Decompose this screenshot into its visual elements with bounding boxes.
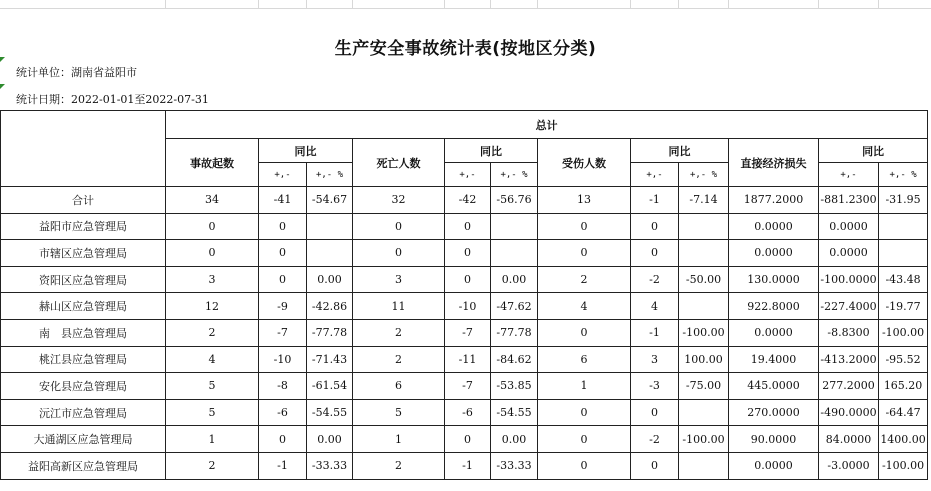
region-cell: 安化县应急管理局 <box>1 373 166 400</box>
deaths-change-pct-cell: -77.78 <box>491 319 538 346</box>
table-row <box>1 213 928 240</box>
loss-change-pct-cell: -95.52 <box>879 346 928 373</box>
injured-change-pct-cell <box>679 399 729 426</box>
accident-statistics-table <box>0 110 928 480</box>
injured-cell: 0 <box>538 399 631 426</box>
accidents-change-pct-cell: -77.78 <box>307 319 353 346</box>
accidents-change-cell: 0 <box>259 426 307 453</box>
table-row <box>1 373 928 400</box>
injured-cell: 0 <box>538 426 631 453</box>
deaths-change-pct-cell: -84.62 <box>491 346 538 373</box>
deaths-cell: 2 <box>353 319 445 346</box>
injured-cell: 6 <box>538 346 631 373</box>
table-row <box>1 293 928 320</box>
deaths-change-pct-cell: -56.76 <box>491 187 538 214</box>
injured-change-pct-cell <box>679 452 729 479</box>
accidents-change-cell: 0 <box>259 266 307 293</box>
accidents-change-pct-cell: -54.55 <box>307 399 353 426</box>
region-cell: 桃江县应急管理局 <box>1 346 166 373</box>
deaths-change-cell: 0 <box>445 426 491 453</box>
change-header: +,- <box>259 163 307 187</box>
loss-change-pct-cell: -100.00 <box>879 452 928 479</box>
loss-change-cell: -490.0000 <box>819 399 879 426</box>
injured-cell: 2 <box>538 266 631 293</box>
loss-change-cell: -3.0000 <box>819 452 879 479</box>
loss-change-pct-cell: -100.00 <box>879 319 928 346</box>
loss-change-pct-cell: 1400.00 <box>879 426 928 453</box>
deaths-cell: 0 <box>353 213 445 240</box>
injured-yoy-header: 同比 <box>631 139 729 163</box>
accidents-cell: 4 <box>166 346 259 373</box>
injured-change-cell: 0 <box>631 240 679 267</box>
injured-cell: 1 <box>538 373 631 400</box>
deaths-change-cell: -10 <box>445 293 491 320</box>
injured-change-cell: -3 <box>631 373 679 400</box>
spreadsheet-top-gridlines <box>0 0 931 9</box>
region-cell: 赫山区应急管理局 <box>1 293 166 320</box>
loss-change-pct-cell <box>879 240 928 267</box>
change-header: +,- <box>631 163 679 187</box>
accidents-cell: 12 <box>166 293 259 320</box>
deaths-change-cell: -1 <box>445 452 491 479</box>
region-cell: 沅江市应急管理局 <box>1 399 166 426</box>
accidents-change-cell: -41 <box>259 187 307 214</box>
accidents-cell: 34 <box>166 187 259 214</box>
region-cell: 合计 <box>1 187 166 214</box>
loss-cell: 270.0000 <box>729 399 819 426</box>
accidents-change-pct-cell: -54.67 <box>307 187 353 214</box>
deaths-change-cell: -6 <box>445 399 491 426</box>
injured-cell: 0 <box>538 213 631 240</box>
cell-comment-marker <box>0 84 5 89</box>
deaths-change-cell: 0 <box>445 240 491 267</box>
change-pct-header: +,- % <box>491 163 538 187</box>
deaths-cell: 11 <box>353 293 445 320</box>
loss-change-pct-cell: -43.48 <box>879 266 928 293</box>
deaths-change-pct-cell: -54.55 <box>491 399 538 426</box>
injured-change-cell: 0 <box>631 452 679 479</box>
deaths-yoy-header: 同比 <box>445 139 538 163</box>
injured-cell: 4 <box>538 293 631 320</box>
table-row <box>1 266 928 293</box>
injured-change-cell: -1 <box>631 187 679 214</box>
table-row <box>1 399 928 426</box>
injured-change-pct-cell <box>679 240 729 267</box>
accidents-change-pct-cell <box>307 213 353 240</box>
deaths-change-pct-cell: 0.00 <box>491 266 538 293</box>
accidents-cell: 1 <box>166 426 259 453</box>
region-header-blank <box>1 111 166 187</box>
deaths-cell: 1 <box>353 426 445 453</box>
deaths-cell: 2 <box>353 346 445 373</box>
loss-cell: 130.0000 <box>729 266 819 293</box>
change-pct-header: +,- % <box>679 163 729 187</box>
injured-change-cell: -2 <box>631 266 679 293</box>
accidents-change-pct-cell: 0.00 <box>307 426 353 453</box>
deaths-change-pct-cell <box>491 213 538 240</box>
region-cell: 益阳高新区应急管理局 <box>1 452 166 479</box>
deaths-change-cell: -42 <box>445 187 491 214</box>
injured-cell: 0 <box>538 319 631 346</box>
region-cell: 南 县应急管理局 <box>1 319 166 346</box>
deaths-cell: 0 <box>353 240 445 267</box>
change-pct-header: +,- % <box>307 163 353 187</box>
loss-change-pct-cell: -31.95 <box>879 187 928 214</box>
accidents-header: 事故起数 <box>166 139 259 187</box>
date-label: 统计日期：2022-01-01至2022-07-31 <box>16 93 209 106</box>
loss-change-cell: 84.0000 <box>819 426 879 453</box>
injured-change-pct-cell: -100.00 <box>679 319 729 346</box>
injured-change-cell: 4 <box>631 293 679 320</box>
accidents-cell: 0 <box>166 213 259 240</box>
accidents-change-cell: -9 <box>259 293 307 320</box>
loss-cell: 90.0000 <box>729 426 819 453</box>
deaths-cell: 3 <box>353 266 445 293</box>
loss-change-cell: 0.0000 <box>819 240 879 267</box>
table-row <box>1 426 928 453</box>
accidents-change-pct-cell: 0.00 <box>307 266 353 293</box>
accidents-change-cell: -6 <box>259 399 307 426</box>
accidents-change-pct-cell: -61.54 <box>307 373 353 400</box>
deaths-change-cell: -11 <box>445 346 491 373</box>
loss-cell: 19.4000 <box>729 346 819 373</box>
injured-change-pct-cell <box>679 213 729 240</box>
accidents-change-cell: -10 <box>259 346 307 373</box>
accidents-cell: 0 <box>166 240 259 267</box>
loss-header: 直接经济损失 <box>729 139 819 187</box>
loss-change-cell: 0.0000 <box>819 213 879 240</box>
deaths-cell: 5 <box>353 399 445 426</box>
injured-change-pct-cell: -100.00 <box>679 426 729 453</box>
change-header: +,- <box>819 163 879 187</box>
injured-change-pct-cell <box>679 293 729 320</box>
accidents-cell: 5 <box>166 399 259 426</box>
injured-header: 受伤人数 <box>538 139 631 187</box>
accidents-change-pct-cell <box>307 240 353 267</box>
loss-change-pct-cell: -64.47 <box>879 399 928 426</box>
injured-cell: 0 <box>538 240 631 267</box>
deaths-cell: 6 <box>353 373 445 400</box>
loss-change-pct-cell: 165.20 <box>879 373 928 400</box>
deaths-change-pct-cell: -33.33 <box>491 452 538 479</box>
loss-cell: 922.8000 <box>729 293 819 320</box>
deaths-change-cell: -7 <box>445 373 491 400</box>
injured-change-pct-cell: 100.00 <box>679 346 729 373</box>
accidents-change-pct-cell: -42.86 <box>307 293 353 320</box>
accidents-cell: 5 <box>166 373 259 400</box>
total-group-header: 总计 <box>166 111 928 139</box>
table-row <box>1 346 928 373</box>
region-cell: 大通湖区应急管理局 <box>1 426 166 453</box>
deaths-change-pct-cell <box>491 240 538 267</box>
accidents-change-cell: -8 <box>259 373 307 400</box>
accidents-change-cell: -1 <box>259 452 307 479</box>
loss-cell: 0.0000 <box>729 452 819 479</box>
table-row <box>1 240 928 267</box>
loss-change-cell: 277.2000 <box>819 373 879 400</box>
loss-cell: 445.0000 <box>729 373 819 400</box>
loss-change-pct-cell <box>879 213 928 240</box>
loss-cell: 0.0000 <box>729 240 819 267</box>
report-title: 生产安全事故统计表(按地区分类) <box>334 39 597 59</box>
injured-change-pct-cell: -50.00 <box>679 266 729 293</box>
loss-cell: 0.0000 <box>729 213 819 240</box>
deaths-change-pct-cell: -53.85 <box>491 373 538 400</box>
table-row <box>1 319 928 346</box>
injured-change-cell: -1 <box>631 319 679 346</box>
table-total-row <box>1 187 928 214</box>
change-header: +,- <box>445 163 491 187</box>
accidents-change-cell: 0 <box>259 240 307 267</box>
injured-change-cell: 0 <box>631 399 679 426</box>
loss-change-cell: -881.2300 <box>819 187 879 214</box>
deaths-change-cell: -7 <box>445 319 491 346</box>
accidents-cell: 3 <box>166 266 259 293</box>
region-cell: 益阳市应急管理局 <box>1 213 166 240</box>
accidents-cell: 2 <box>166 452 259 479</box>
deaths-change-pct-cell: 0.00 <box>491 426 538 453</box>
loss-cell: 1877.2000 <box>729 187 819 214</box>
region-cell: 市辖区应急管理局 <box>1 240 166 267</box>
loss-yoy-header: 同比 <box>819 139 928 163</box>
loss-cell: 0.0000 <box>729 319 819 346</box>
loss-change-pct-cell: -19.77 <box>879 293 928 320</box>
deaths-header: 死亡人数 <box>353 139 445 187</box>
accidents-change-cell: -7 <box>259 319 307 346</box>
table-row <box>1 452 928 479</box>
accidents-change-pct-cell: -71.43 <box>307 346 353 373</box>
injured-cell: 0 <box>538 452 631 479</box>
unit-label: 统计单位：湖南省益阳市 <box>16 66 137 79</box>
accidents-change-cell: 0 <box>259 213 307 240</box>
loss-change-cell: -8.8300 <box>819 319 879 346</box>
deaths-change-pct-cell: -47.62 <box>491 293 538 320</box>
injured-change-cell: 0 <box>631 213 679 240</box>
injured-change-cell: -2 <box>631 426 679 453</box>
injured-cell: 13 <box>538 187 631 214</box>
accidents-cell: 2 <box>166 319 259 346</box>
region-cell: 资阳区应急管理局 <box>1 266 166 293</box>
injured-change-pct-cell: -75.00 <box>679 373 729 400</box>
cell-comment-marker <box>0 57 5 62</box>
injured-change-pct-cell: -7.14 <box>679 187 729 214</box>
deaths-cell: 32 <box>353 187 445 214</box>
change-pct-header: +,- % <box>879 163 928 187</box>
loss-change-cell: -100.0000 <box>819 266 879 293</box>
deaths-cell: 2 <box>353 452 445 479</box>
accidents-yoy-header: 同比 <box>259 139 353 163</box>
accidents-change-pct-cell: -33.33 <box>307 452 353 479</box>
deaths-change-cell: 0 <box>445 213 491 240</box>
injured-change-cell: 3 <box>631 346 679 373</box>
deaths-change-cell: 0 <box>445 266 491 293</box>
loss-change-cell: -413.2000 <box>819 346 879 373</box>
loss-change-cell: -227.4000 <box>819 293 879 320</box>
